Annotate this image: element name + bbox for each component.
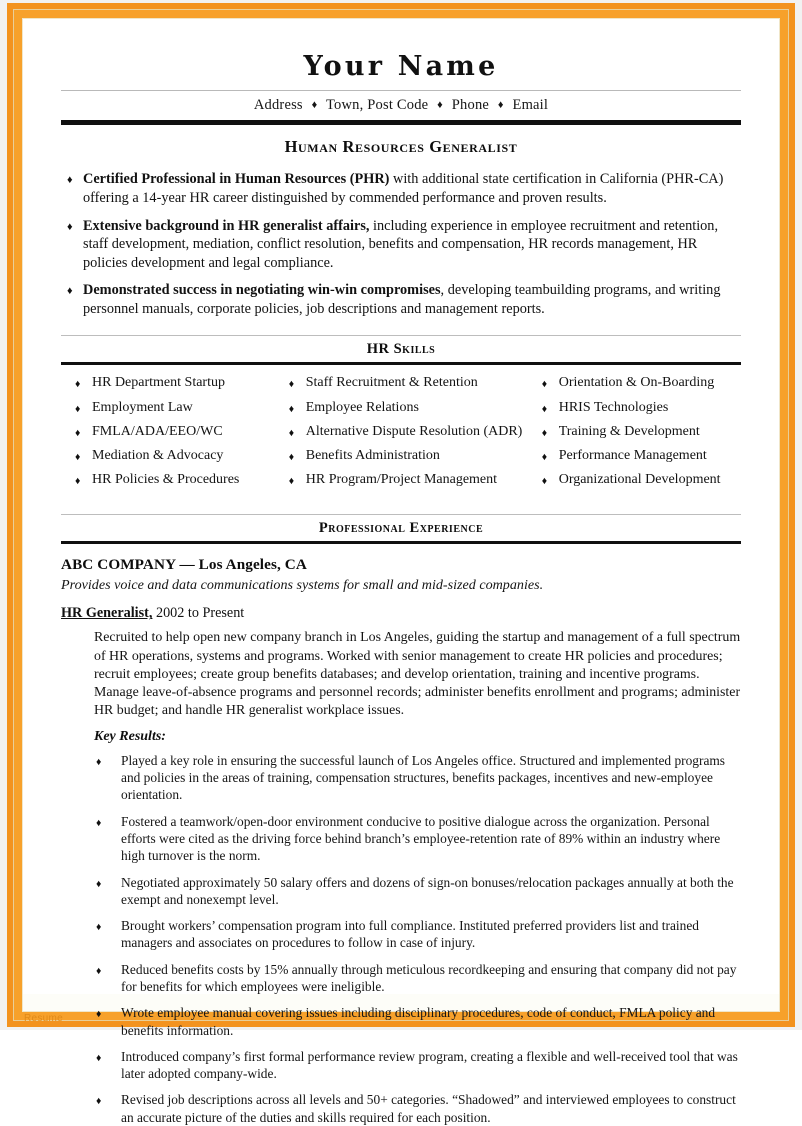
key-result-text: Wrote employee manual covering issues including disciplinary procedures, code of conduct, FMLA policy and benefits information. [121,1005,716,1038]
skill-label: Staff Recruitment & Retention [305,375,478,391]
diamond-bullet-icon: ♦ [288,403,295,415]
key-result-text: Introduced company’s first formal performance review program, creating a flexible and well-received tool that was later adopted company-wide. [121,1048,738,1082]
skill-label: Benefits Administration [305,448,440,464]
diamond-bullet-icon: ♦ [541,403,548,415]
summary-item [61,281,741,318]
contact-town: Town, Post Code [326,97,429,114]
role-title: HR Generalist, [61,605,153,622]
skill-item [287,376,540,392]
diamond-bullet-icon: ♦ [288,427,295,439]
section-title: Professional Experience [318,520,484,537]
skill-label: FMLA/ADA/EEO/WC [92,423,223,439]
diamond-bullet-icon: ♦ [67,220,73,233]
skill-item [73,401,287,417]
summary-lead: Extensive background in HR generalist affairs, [83,217,370,234]
key-result-item [94,813,741,865]
skill-item [287,449,540,465]
skills-column-1 [61,376,287,497]
skill-item [287,425,540,441]
key-result-item [94,917,741,952]
summary-body: with additional state certification in California (PHR-CA) offering a 14-year HR career distinguished by commended performance and proven results. [83,171,724,206]
headline-job-title: Human Resources Generalist [284,137,518,157]
summary-text [83,281,741,318]
diamond-bullet-icon: ♦ [75,427,81,439]
skill-item [540,376,741,392]
skill-item [540,401,741,417]
skill-label: Performance Management [558,448,707,464]
key-result-text: Negotiated approximately 50 salary offers and dozens of sign-on bonuses/relocation packages annually at both the exempt and nonexempt level. [121,874,734,907]
skill-label: Training & Development [558,423,700,439]
diamond-bullet-icon: ♦ [96,1096,102,1108]
diamond-bullet-icon: ♦ [67,174,73,187]
section-header-experience [61,514,741,544]
watermark-label: Resume [24,1013,64,1024]
diamond-bullet-icon: ♦ [288,476,295,488]
skill-label: HR Program/Project Management [305,472,498,488]
key-results-list [61,752,741,1126]
section-title: HR Skills [366,341,436,358]
diamond-bullet-icon: ♦ [96,1052,102,1064]
skill-label: HRIS Technologies [558,399,669,415]
role-dates: 2002 to Present [152,605,245,622]
skill-item [287,473,540,489]
key-result-item [94,961,741,996]
key-results-label: Key Results: [94,728,166,744]
diamond-separator-icon: ♦ [497,99,504,112]
diamond-bullet-icon: ♦ [288,379,295,391]
diamond-bullet-icon: ♦ [75,403,81,415]
diamond-bullet-icon: ♦ [67,285,73,298]
contact-line [61,91,741,119]
contact-phone: Phone [451,97,490,114]
diamond-bullet-icon: ♦ [541,452,548,464]
diamond-bullet-icon: ♦ [96,965,102,977]
summary-lead: Demonstrated success in negotiating win-win compromises [83,282,441,299]
diamond-bullet-icon: ♦ [96,1009,102,1021]
diamond-bullet-icon: ♦ [541,476,548,488]
key-result-text: Brought workers’ compensation program into full compliance. Instituted preferred providers list and trained managers and associates on procedures to follow in case of injury. [121,918,699,951]
skill-label: Employee Relations [305,399,419,415]
skill-item [540,449,741,465]
summary-body: including experience in employee recruitment and retention, staff development, mediation, conflict resolution, benefits and compensation, HR records management, HR policies development and legal compliance. [83,217,719,271]
summary-text [83,217,741,273]
diamond-bullet-icon: ♦ [96,756,102,768]
key-result-item [94,1048,741,1083]
diamond-bullet-icon: ♦ [541,379,548,391]
skill-item [73,449,287,465]
skill-label: Mediation & Advocacy [92,448,224,464]
skills-grid [61,365,741,503]
role-line [61,605,741,622]
experience-entry [61,544,741,1125]
key-result-text: Revised job descriptions across all levels and 50+ categories. “Shadowed” and interviewed employees to construct an accurate picture of the duties and skills required for each position. [121,1092,736,1125]
header-rule-bottom [61,119,741,126]
contact-email: Email [512,97,549,114]
diamond-bullet-icon: ♦ [96,922,102,934]
section-header-skills [61,335,741,365]
summary-item [61,170,741,207]
key-result-text: Played a key role in ensuring the successful launch of Los Angeles office. Structured and implemented programs and policies in the areas of training, compensation structures, benefits packages, incentives and new-employee orientation. [121,752,726,803]
skill-item [540,473,741,489]
skill-label: Orientation & On-Boarding [558,375,715,391]
diamond-bullet-icon: ♦ [75,452,81,464]
diamond-separator-icon: ♦ [311,99,318,112]
key-result-text: Reduced benefits costs by 15% annually through meticulous recordkeeping and ensuring that company did not pay for benefits for which employees were ineligible. [121,961,737,994]
page-title: Your Name [303,51,499,82]
role-description: Recruited to help open new company branch in Los Angeles, guiding the startup and management of a full spectrum of HR operations, systems and programs. Worked with senior management to create HR policies and procedures; recruit employees; create group benefits databases; and develop orientation, training and incentive programs. Manage leave-of-absence programs and personnel records; administer benefits enrollment and programs; administer HR budget; and handle HR generalist workplace issues. [94,630,741,718]
key-result-item [94,1091,741,1126]
skill-label: Employment Law [92,399,193,415]
skill-label: HR Policies & Procedures [92,472,240,488]
skill-item [540,425,741,441]
contact-address: Address [253,97,303,114]
skill-item [73,473,287,489]
summary-list [61,167,741,324]
key-result-item [94,1004,741,1039]
diamond-bullet-icon: ♦ [75,476,81,488]
diamond-bullet-icon: ♦ [75,379,81,391]
diamond-separator-icon: ♦ [437,99,443,112]
summary-item [61,217,741,273]
company-name: ABC COMPANY — Los Angeles, CA [61,556,307,574]
diamond-bullet-icon: ♦ [96,878,102,890]
skill-label: Organizational Development [558,472,721,488]
key-result-text: Fostered a teamwork/open-door environment conducive to positive dialogue across the organization. Personal efforts were cited as the driving force behind branch’s employee-retention rate of 89% within an industry where high turnover is the norm. [121,813,721,864]
skills-column-2 [287,376,540,497]
skills-column-3 [540,376,741,497]
diamond-bullet-icon: ♦ [96,817,102,829]
summary-text [83,170,741,207]
summary-lead: Certified Professional in Human Resources (PHR) [83,171,390,188]
company-description: Provides voice and data communications systems for small and mid-sized companies. [61,577,544,594]
diamond-bullet-icon: ♦ [541,427,548,439]
skill-item [73,425,287,441]
skill-label: HR Department Startup [92,375,225,391]
key-result-item [94,874,741,909]
skill-item [287,401,540,417]
skill-label: Alternative Dispute Resolution (ADR) [305,423,523,439]
skill-item [73,376,287,392]
diamond-bullet-icon: ♦ [288,452,295,464]
key-result-item [94,752,741,804]
summary-body: , developing teambuilding programs, and writing personnel manuals, corporate policies, job descriptions and management reports. [83,282,721,317]
